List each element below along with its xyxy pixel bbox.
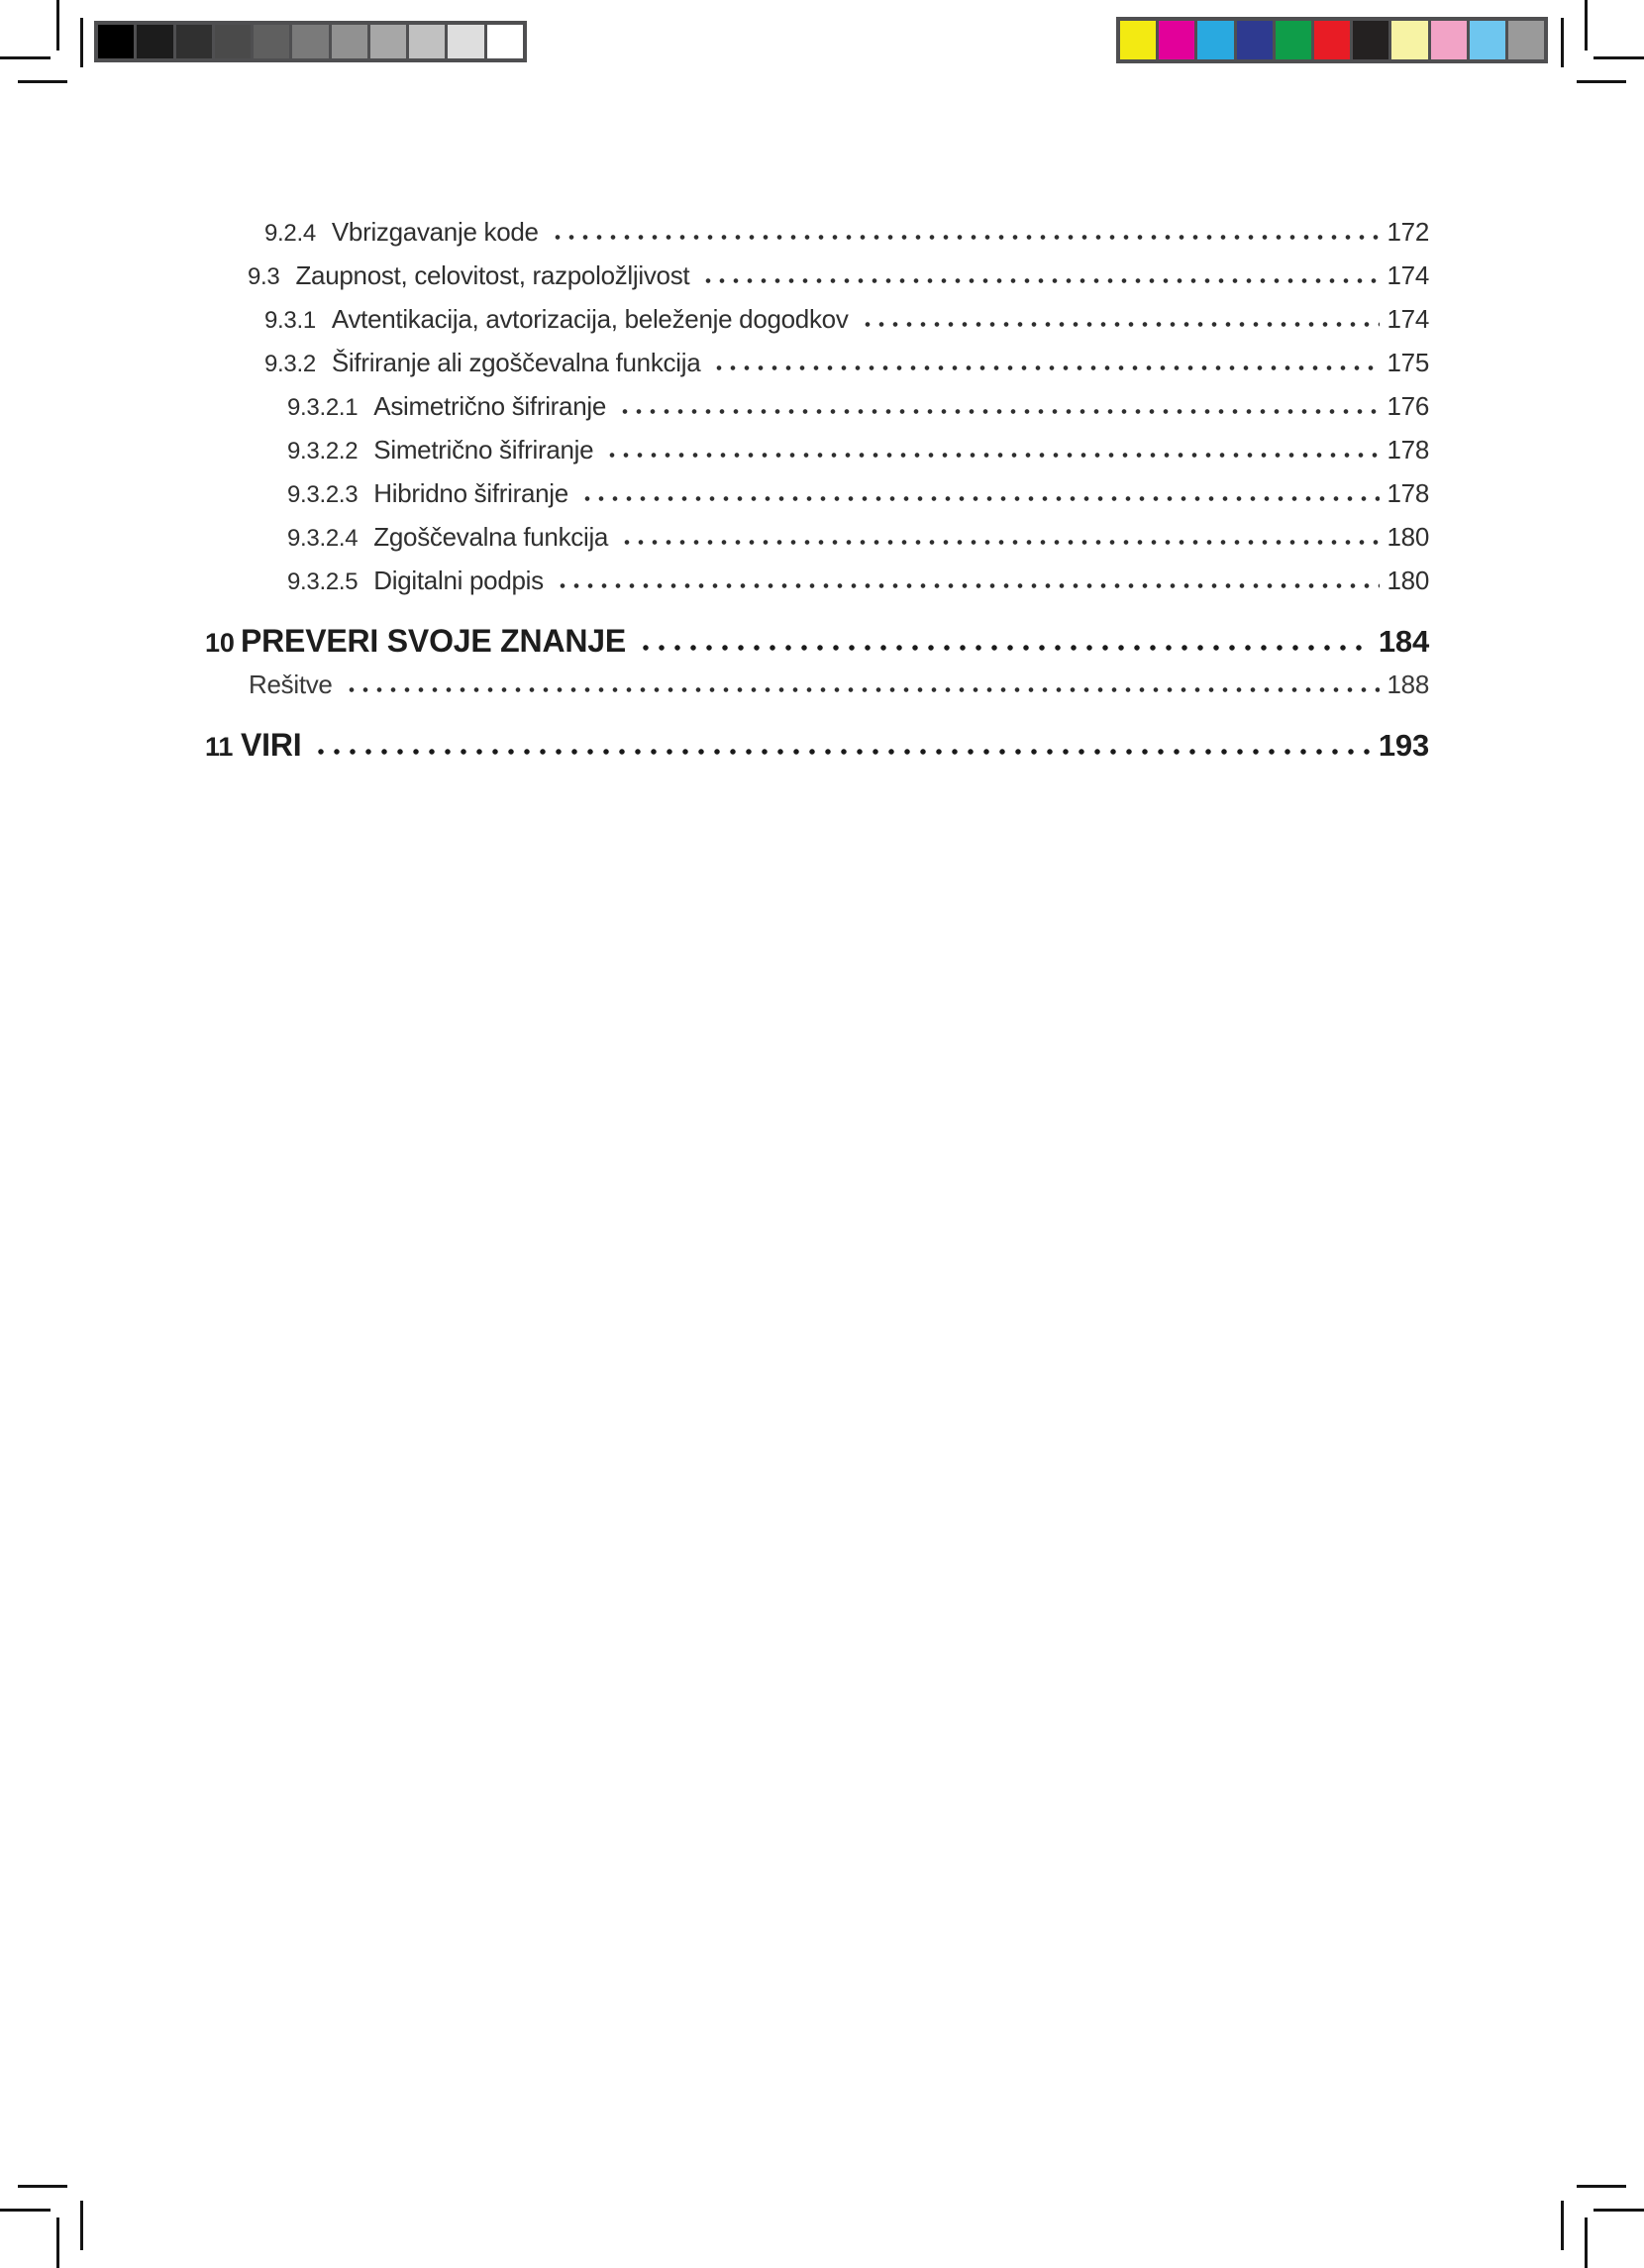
color-swatch xyxy=(1156,21,1194,59)
color-swatch xyxy=(1311,21,1350,59)
toc-entry xyxy=(205,341,1429,384)
toc-entry-page: 174 xyxy=(1387,260,1429,290)
toc-entry xyxy=(205,384,1429,428)
toc-entry-title: Avtentikacija, avtorizacija, beleženje dogodkov xyxy=(331,304,849,334)
color-swatch xyxy=(1273,21,1311,59)
color-swatch xyxy=(1350,21,1388,59)
toc-entry-number: 9.2.4 xyxy=(264,220,316,247)
dot-leader xyxy=(343,686,1380,693)
toc-entry-number: 10 xyxy=(205,628,235,658)
toc-entry xyxy=(205,723,1429,767)
crop-mark-bottom-right-horizontal xyxy=(1593,2209,1644,2212)
crop-mark-top-right-vertical xyxy=(1585,0,1588,51)
toc-entry-page: 184 xyxy=(1378,624,1429,659)
toc-entry-number: 9.3.2 xyxy=(264,351,316,377)
table-of-contents xyxy=(205,210,1429,767)
dot-leader xyxy=(554,582,1380,589)
toc-entry-title: Zgoščevalna funkcija xyxy=(373,522,609,552)
toc-entry xyxy=(205,515,1429,559)
toc-entry xyxy=(205,663,1429,706)
crop-mark-bottom-right-inner-vertical xyxy=(1561,2201,1564,2250)
color-swatch xyxy=(1428,21,1467,59)
crop-mark-bottom-left-inner-horizontal xyxy=(18,2185,67,2188)
dot-leader xyxy=(859,321,1380,328)
crop-mark-bottom-left-inner-vertical xyxy=(80,2201,83,2250)
crop-mark-top-left-inner-vertical xyxy=(80,18,83,67)
toc-entry-number: 9.3 xyxy=(248,263,280,290)
color-swatch xyxy=(1467,21,1505,59)
grayscale-swatch xyxy=(251,25,289,58)
toc-entry-page: 178 xyxy=(1387,435,1429,464)
grayscale-swatch xyxy=(484,25,523,58)
toc-entry xyxy=(205,559,1429,602)
grayscale-swatch xyxy=(134,25,172,58)
grayscale-swatch xyxy=(173,25,212,58)
toc-entry-title: Zaupnost, celovitost, razpoložljivost xyxy=(295,260,690,290)
crop-mark-top-right-horizontal xyxy=(1593,56,1644,59)
crop-mark-top-left-vertical xyxy=(56,0,59,51)
grayscale-swatch xyxy=(98,25,134,58)
color-swatch xyxy=(1505,21,1544,59)
toc-entry-title: Šifriranje ali zgoščevalna funkcija xyxy=(331,348,701,377)
crop-mark-top-left-horizontal xyxy=(0,56,51,59)
dot-leader xyxy=(636,644,1371,652)
crop-mark-bottom-right-inner-horizontal xyxy=(1577,2185,1626,2188)
crop-mark-top-left-inner-horizontal xyxy=(18,80,67,83)
dot-leader xyxy=(578,495,1380,502)
toc-entry-title: Digitalni podpis xyxy=(373,566,544,595)
toc-entry-title: PREVERI SVOJE ZNANJE xyxy=(241,623,627,659)
color-swatch xyxy=(1388,21,1427,59)
toc-entry-page: 188 xyxy=(1387,670,1429,699)
toc-entry-title: Vbrizgavanje kode xyxy=(331,217,539,247)
crop-mark-bottom-left-vertical xyxy=(56,2217,59,2268)
toc-entry xyxy=(205,254,1429,297)
toc-entry-number: 9.3.2.4 xyxy=(287,525,359,552)
grayscale-swatch xyxy=(212,25,251,58)
toc-entry-page: 172 xyxy=(1387,217,1429,247)
toc-entry xyxy=(205,619,1429,663)
toc-entry-number: 9.3.2.5 xyxy=(287,568,359,595)
grayscale-swatch xyxy=(367,25,406,58)
grayscale-swatch xyxy=(445,25,483,58)
toc-entry-page: 180 xyxy=(1387,566,1429,595)
crop-mark-top-right-inner-horizontal xyxy=(1577,80,1626,83)
toc-entry-number: 9.3.1 xyxy=(264,307,316,334)
toc-entry-page: 175 xyxy=(1387,348,1429,377)
toc-entry-title: Simetrično šifriranje xyxy=(373,435,594,464)
toc-entry xyxy=(205,297,1429,341)
crop-mark-bottom-right-vertical xyxy=(1585,2217,1588,2268)
toc-entry xyxy=(205,428,1429,471)
grayscale-swatch xyxy=(406,25,445,58)
toc-entry-page: 193 xyxy=(1378,728,1429,763)
toc-entry-number: 9.3.2.3 xyxy=(287,481,359,508)
color-calibration-bar xyxy=(1116,17,1548,63)
dot-leader xyxy=(699,277,1379,284)
toc-entry-title: Hibridno šifriranje xyxy=(373,478,568,508)
grayscale-swatch xyxy=(329,25,367,58)
toc-entry-title: VIRI xyxy=(241,727,302,763)
toc-entry-number: 9.3.2.1 xyxy=(287,394,359,421)
grayscale-calibration-bar xyxy=(94,21,527,62)
toc-entry-number: 9.3.2.2 xyxy=(287,438,359,464)
dot-leader xyxy=(618,539,1379,546)
crop-mark-top-right-inner-vertical xyxy=(1561,18,1564,67)
dot-leader xyxy=(603,452,1379,459)
toc-entry-page: 178 xyxy=(1387,478,1429,508)
crop-mark-bottom-left-horizontal xyxy=(0,2209,51,2212)
toc-entry-title: Rešitve xyxy=(249,670,333,699)
dot-leader xyxy=(549,234,1380,241)
color-swatch xyxy=(1234,21,1273,59)
dot-leader xyxy=(710,364,1379,371)
color-swatch xyxy=(1194,21,1233,59)
grayscale-swatch xyxy=(289,25,328,58)
toc-entry xyxy=(205,471,1429,515)
toc-entry-page: 180 xyxy=(1387,522,1429,552)
color-swatch xyxy=(1120,21,1156,59)
toc-entry-number: 11 xyxy=(205,732,234,762)
toc-entry-page: 176 xyxy=(1387,391,1429,421)
toc-entry-page: 174 xyxy=(1387,304,1429,334)
toc-entry-title: Asimetrično šifriranje xyxy=(373,391,606,421)
toc-entry xyxy=(205,210,1429,254)
dot-leader xyxy=(311,748,1370,756)
dot-leader xyxy=(616,408,1380,415)
